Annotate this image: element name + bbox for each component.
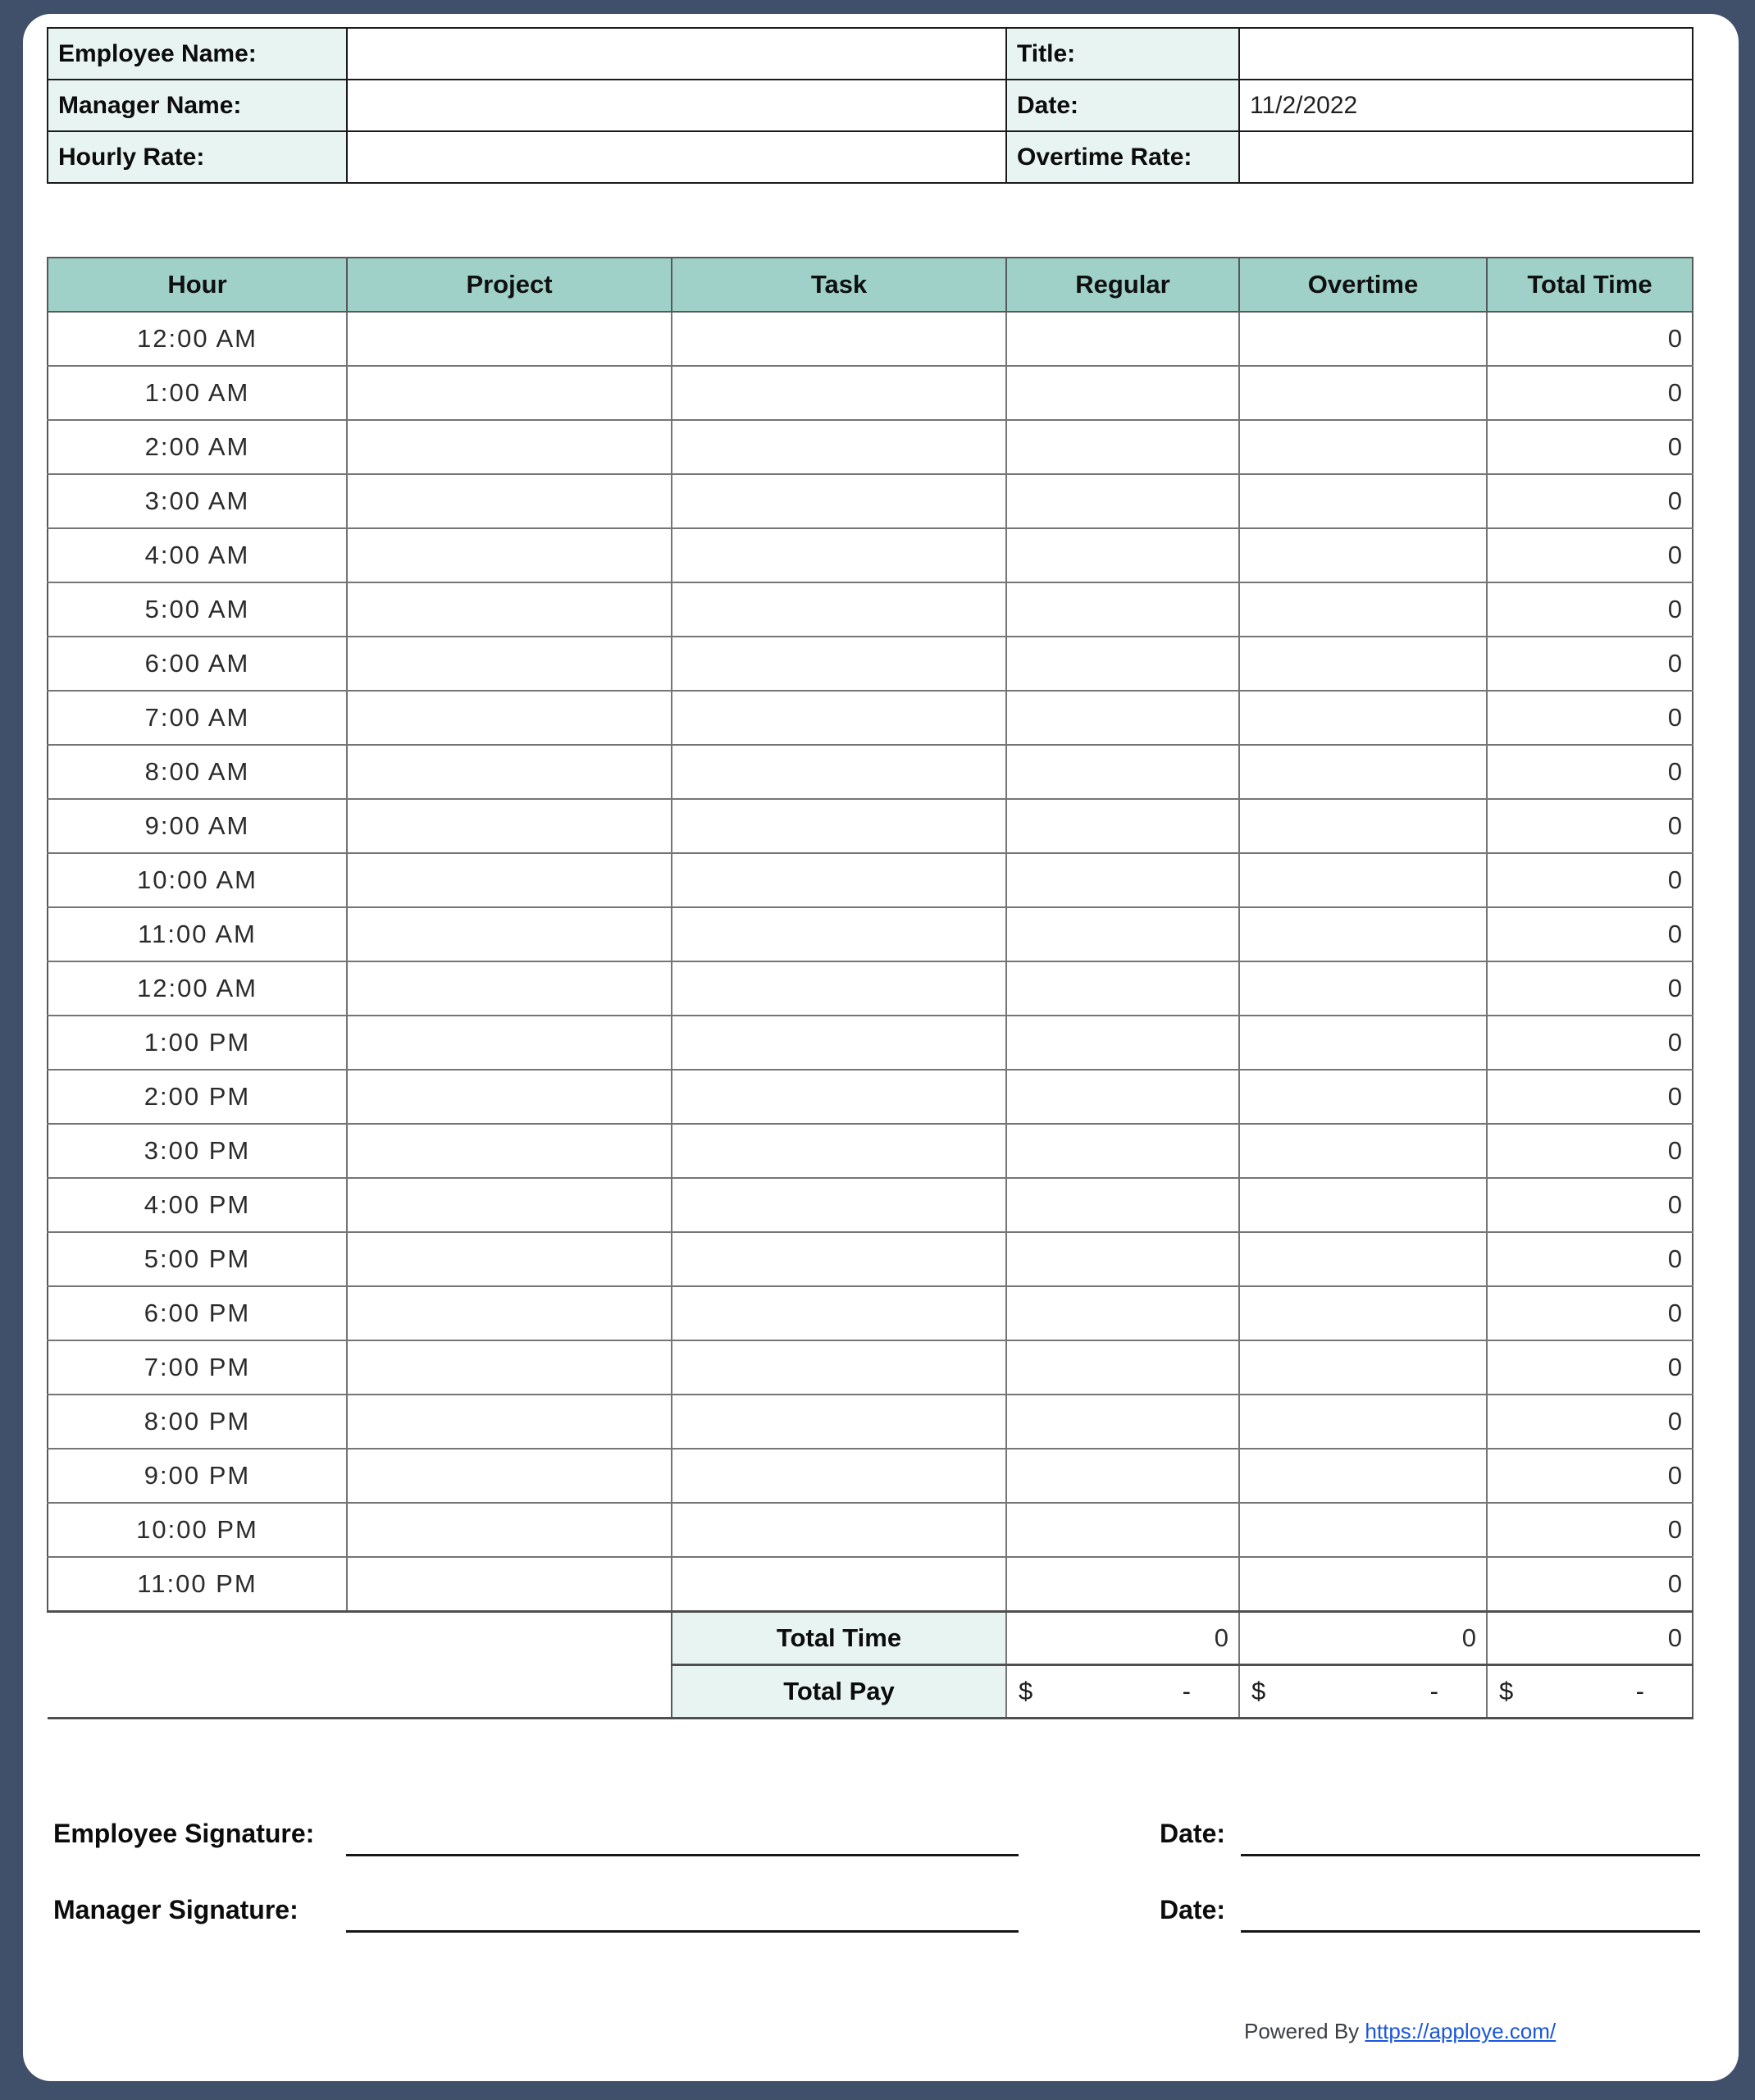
task-cell[interactable] bbox=[672, 907, 1006, 961]
timesheet-row bbox=[48, 799, 1693, 853]
timesheet-row bbox=[48, 1124, 1693, 1178]
project-cell[interactable] bbox=[347, 1124, 672, 1178]
project-cell[interactable] bbox=[347, 1178, 672, 1232]
task-cell[interactable] bbox=[672, 745, 1006, 799]
overtime-cell[interactable] bbox=[1239, 1503, 1487, 1557]
timesheet-row bbox=[48, 1503, 1693, 1557]
col-header-regular: Regular bbox=[1006, 258, 1239, 312]
project-cell[interactable] bbox=[347, 474, 672, 528]
project-cell[interactable] bbox=[347, 1340, 672, 1395]
regular-cell[interactable] bbox=[1006, 582, 1239, 637]
overtime-cell[interactable] bbox=[1239, 1070, 1487, 1124]
hour-cell: 9:00 PM bbox=[48, 1449, 347, 1503]
info-row-1 bbox=[48, 28, 1693, 80]
hour-cell: 8:00 AM bbox=[48, 745, 347, 799]
timesheet-table bbox=[47, 257, 1693, 1719]
employee-signature-row bbox=[53, 1815, 1700, 1856]
hour-cell: 5:00 AM bbox=[48, 582, 347, 637]
total-time-cell: 0 bbox=[1487, 907, 1693, 961]
overtime-cell[interactable] bbox=[1239, 1557, 1487, 1612]
date-label: Date: bbox=[1006, 80, 1239, 131]
timesheet-row bbox=[48, 1286, 1693, 1340]
regular-cell[interactable] bbox=[1006, 691, 1239, 745]
overtime-cell[interactable] bbox=[1239, 1340, 1487, 1395]
total-time-cell: 0 bbox=[1487, 1340, 1693, 1395]
total-time-cell: 0 bbox=[1487, 691, 1693, 745]
overtime-cell[interactable] bbox=[1239, 474, 1487, 528]
project-cell[interactable] bbox=[347, 1070, 672, 1124]
currency-symbol: $ bbox=[1019, 1677, 1033, 1705]
overtime-cell[interactable] bbox=[1239, 1232, 1487, 1286]
total-time-cell: 0 bbox=[1487, 853, 1693, 907]
total-time-overtime-cell: 0 bbox=[1239, 1612, 1487, 1665]
hour-cell: 3:00 PM bbox=[48, 1124, 347, 1178]
hour-cell: 6:00 PM bbox=[48, 1286, 347, 1340]
project-cell[interactable] bbox=[347, 799, 672, 853]
total-time-cell: 0 bbox=[1487, 1449, 1693, 1503]
timesheet-row bbox=[48, 691, 1693, 745]
total-time-cell: 0 bbox=[1487, 1070, 1693, 1124]
total-time-cell: 0 bbox=[1487, 1124, 1693, 1178]
total-time-cell: 0 bbox=[1487, 312, 1693, 366]
document-page bbox=[23, 14, 1739, 2081]
overtime-cell[interactable] bbox=[1239, 1286, 1487, 1340]
date-value[interactable]: 11/2/2022 bbox=[1239, 80, 1693, 131]
regular-cell[interactable] bbox=[1006, 528, 1239, 582]
hour-cell: 4:00 PM bbox=[48, 1178, 347, 1232]
regular-cell[interactable] bbox=[1006, 1286, 1239, 1340]
hour-cell: 12:00 AM bbox=[48, 312, 347, 366]
overtime-cell[interactable] bbox=[1239, 745, 1487, 799]
regular-cell[interactable] bbox=[1006, 1232, 1239, 1286]
timesheet-row bbox=[48, 312, 1693, 366]
timesheet-row bbox=[48, 474, 1693, 528]
overtime-rate-label: Overtime Rate: bbox=[1006, 131, 1239, 183]
regular-cell[interactable] bbox=[1006, 1124, 1239, 1178]
hour-cell: 10:00 PM bbox=[48, 1503, 347, 1557]
total-time-regular-cell: 0 bbox=[1006, 1612, 1239, 1665]
employee-date-label: Date: bbox=[1160, 1819, 1226, 1848]
project-cell[interactable] bbox=[347, 420, 672, 474]
task-cell[interactable] bbox=[672, 1178, 1006, 1232]
timesheet-row bbox=[48, 1178, 1693, 1232]
project-cell[interactable] bbox=[347, 1503, 672, 1557]
timesheet-row bbox=[48, 907, 1693, 961]
total-pay-total-cell bbox=[1487, 1665, 1693, 1719]
manager-name-label: Manager Name: bbox=[48, 80, 347, 131]
regular-cell[interactable] bbox=[1006, 745, 1239, 799]
total-time-cell: 0 bbox=[1487, 582, 1693, 637]
hour-cell: 1:00 PM bbox=[48, 1016, 347, 1070]
project-cell[interactable] bbox=[347, 853, 672, 907]
title-label: Title: bbox=[1006, 28, 1239, 80]
total-time-cell: 0 bbox=[1487, 799, 1693, 853]
total-time-cell: 0 bbox=[1487, 1016, 1693, 1070]
hour-cell: 6:00 AM bbox=[48, 637, 347, 691]
total-time-cell: 0 bbox=[1487, 1286, 1693, 1340]
project-cell[interactable] bbox=[347, 1557, 672, 1612]
totals-spacer bbox=[48, 1665, 672, 1719]
total-time-cell: 0 bbox=[1487, 366, 1693, 420]
project-cell[interactable] bbox=[347, 907, 672, 961]
project-cell[interactable] bbox=[347, 961, 672, 1016]
regular-cell[interactable] bbox=[1006, 907, 1239, 961]
total-time-cell: 0 bbox=[1487, 1395, 1693, 1449]
hour-cell: 2:00 PM bbox=[48, 1070, 347, 1124]
task-cell[interactable] bbox=[672, 961, 1006, 1016]
regular-cell[interactable] bbox=[1006, 1340, 1239, 1395]
total-time-label-cell: Total Time bbox=[672, 1612, 1006, 1665]
timesheet-row bbox=[48, 366, 1693, 420]
regular-cell[interactable] bbox=[1006, 420, 1239, 474]
total-time-cell: 0 bbox=[1487, 1503, 1693, 1557]
timesheet-row bbox=[48, 1340, 1693, 1395]
timesheet-row bbox=[48, 1232, 1693, 1286]
employee-name-label: Employee Name: bbox=[48, 28, 347, 80]
total-time-total-cell: 0 bbox=[1487, 1612, 1693, 1665]
manager-date-label: Date: bbox=[1160, 1895, 1226, 1924]
manager-date-line[interactable] bbox=[1241, 1930, 1700, 1933]
hourly-rate-label: Hourly Rate: bbox=[48, 131, 347, 183]
hourly-rate-value[interactable] bbox=[347, 131, 1006, 183]
timesheet-body bbox=[48, 312, 1693, 1612]
overtime-cell[interactable] bbox=[1239, 582, 1487, 637]
timesheet-row bbox=[48, 528, 1693, 582]
timesheet-header-row bbox=[48, 258, 1693, 312]
manager-signature-row bbox=[53, 1892, 1700, 1933]
employee-name-value[interactable] bbox=[347, 28, 1006, 80]
regular-cell[interactable] bbox=[1006, 853, 1239, 907]
task-cell[interactable] bbox=[672, 637, 1006, 691]
col-header-total-time: Total Time bbox=[1487, 258, 1693, 312]
currency-symbol: $ bbox=[1251, 1677, 1266, 1705]
regular-cell[interactable] bbox=[1006, 1070, 1239, 1124]
total-time-cell: 0 bbox=[1487, 961, 1693, 1016]
total-pay-overtime-cell bbox=[1239, 1665, 1487, 1719]
project-cell[interactable] bbox=[347, 1232, 672, 1286]
total-pay-regular-cell bbox=[1006, 1665, 1239, 1719]
hour-cell: 1:00 AM bbox=[48, 366, 347, 420]
project-cell[interactable] bbox=[347, 366, 672, 420]
apploye-link[interactable]: https://apploye.com/ bbox=[1365, 2019, 1557, 2043]
employee-date-line[interactable] bbox=[1241, 1854, 1700, 1856]
hour-cell: 7:00 PM bbox=[48, 1340, 347, 1395]
task-cell[interactable] bbox=[672, 691, 1006, 745]
total-pay-label-cell: Total Pay bbox=[672, 1665, 1006, 1719]
task-cell[interactable] bbox=[672, 1232, 1006, 1286]
regular-cell[interactable] bbox=[1006, 1557, 1239, 1612]
task-cell[interactable] bbox=[672, 1286, 1006, 1340]
manager-name-value[interactable] bbox=[347, 80, 1006, 131]
task-cell[interactable] bbox=[672, 1557, 1006, 1612]
regular-cell[interactable] bbox=[1006, 1395, 1239, 1449]
pay-amount: - bbox=[1429, 1677, 1438, 1705]
hour-cell: 10:00 AM bbox=[48, 853, 347, 907]
overtime-cell[interactable] bbox=[1239, 1016, 1487, 1070]
total-time-cell: 0 bbox=[1487, 1557, 1693, 1612]
overtime-cell[interactable] bbox=[1239, 420, 1487, 474]
overtime-cell[interactable] bbox=[1239, 853, 1487, 907]
task-cell[interactable] bbox=[672, 474, 1006, 528]
project-cell[interactable] bbox=[347, 1016, 672, 1070]
overtime-cell[interactable] bbox=[1239, 1449, 1487, 1503]
task-cell[interactable] bbox=[672, 582, 1006, 637]
currency-symbol: $ bbox=[1499, 1677, 1514, 1705]
hour-cell: 11:00 AM bbox=[48, 907, 347, 961]
task-cell[interactable] bbox=[672, 1395, 1006, 1449]
timesheet-row bbox=[48, 1070, 1693, 1124]
task-cell[interactable] bbox=[672, 1070, 1006, 1124]
task-cell[interactable] bbox=[672, 420, 1006, 474]
timesheet-row bbox=[48, 1557, 1693, 1612]
overtime-cell[interactable] bbox=[1239, 961, 1487, 1016]
hour-cell: 5:00 PM bbox=[48, 1232, 347, 1286]
manager-signature-label: Manager Signature: bbox=[53, 1895, 299, 1924]
pay-amount: - bbox=[1635, 1677, 1644, 1705]
regular-cell[interactable] bbox=[1006, 1449, 1239, 1503]
task-cell[interactable] bbox=[672, 528, 1006, 582]
manager-signature-line[interactable] bbox=[346, 1930, 1019, 1933]
timesheet-row bbox=[48, 1016, 1693, 1070]
col-header-overtime: Overtime bbox=[1239, 258, 1487, 312]
total-time-cell: 0 bbox=[1487, 1232, 1693, 1286]
project-cell[interactable] bbox=[347, 582, 672, 637]
total-time-cell: 0 bbox=[1487, 420, 1693, 474]
regular-cell[interactable] bbox=[1006, 366, 1239, 420]
overtime-cell[interactable] bbox=[1239, 691, 1487, 745]
task-cell[interactable] bbox=[672, 799, 1006, 853]
regular-cell[interactable] bbox=[1006, 1503, 1239, 1557]
total-time-cell: 0 bbox=[1487, 637, 1693, 691]
footer bbox=[1244, 2019, 1556, 2044]
overtime-cell[interactable] bbox=[1239, 637, 1487, 691]
regular-cell[interactable] bbox=[1006, 1016, 1239, 1070]
employee-signature-label: Employee Signature: bbox=[53, 1819, 315, 1848]
task-cell[interactable] bbox=[672, 853, 1006, 907]
hour-cell: 12:00 AM bbox=[48, 961, 347, 1016]
overtime-cell[interactable] bbox=[1239, 528, 1487, 582]
timesheet-row bbox=[48, 582, 1693, 637]
overtime-cell[interactable] bbox=[1239, 312, 1487, 366]
project-cell[interactable] bbox=[347, 1449, 672, 1503]
total-time-cell: 0 bbox=[1487, 474, 1693, 528]
hour-cell: 11:00 PM bbox=[48, 1557, 347, 1612]
col-header-task: Task bbox=[672, 258, 1006, 312]
task-cell[interactable] bbox=[672, 1124, 1006, 1178]
project-cell[interactable] bbox=[347, 1286, 672, 1340]
overtime-rate-value[interactable] bbox=[1239, 131, 1693, 183]
hour-cell: 9:00 AM bbox=[48, 799, 347, 853]
hour-cell: 7:00 AM bbox=[48, 691, 347, 745]
task-cell[interactable] bbox=[672, 312, 1006, 366]
info-row-3 bbox=[48, 131, 1693, 183]
employee-info-table bbox=[47, 27, 1693, 184]
timesheet-row bbox=[48, 961, 1693, 1016]
project-cell[interactable] bbox=[347, 1395, 672, 1449]
hour-cell: 4:00 AM bbox=[48, 528, 347, 582]
total-time-cell: 0 bbox=[1487, 745, 1693, 799]
total-pay-row bbox=[48, 1665, 1693, 1719]
overtime-cell[interactable] bbox=[1239, 1178, 1487, 1232]
overtime-cell[interactable] bbox=[1239, 1395, 1487, 1449]
powered-by-text: Powered By bbox=[1244, 2019, 1360, 2043]
total-time-cell: 0 bbox=[1487, 1178, 1693, 1232]
overtime-cell[interactable] bbox=[1239, 1124, 1487, 1178]
project-cell[interactable] bbox=[347, 745, 672, 799]
totals-spacer bbox=[48, 1612, 672, 1665]
hour-cell: 8:00 PM bbox=[48, 1395, 347, 1449]
task-cell[interactable] bbox=[672, 1449, 1006, 1503]
overtime-cell[interactable] bbox=[1239, 366, 1487, 420]
task-cell[interactable] bbox=[672, 1340, 1006, 1395]
info-row-2 bbox=[48, 80, 1693, 131]
task-cell[interactable] bbox=[672, 366, 1006, 420]
project-cell[interactable] bbox=[347, 691, 672, 745]
regular-cell[interactable] bbox=[1006, 637, 1239, 691]
project-cell[interactable] bbox=[347, 637, 672, 691]
project-cell[interactable] bbox=[347, 528, 672, 582]
timesheet-row bbox=[48, 1395, 1693, 1449]
regular-cell[interactable] bbox=[1006, 312, 1239, 366]
overtime-cell[interactable] bbox=[1239, 907, 1487, 961]
hour-cell: 2:00 AM bbox=[48, 420, 347, 474]
pay-amount: - bbox=[1182, 1677, 1191, 1705]
timesheet-row bbox=[48, 1449, 1693, 1503]
overtime-cell[interactable] bbox=[1239, 799, 1487, 853]
regular-cell[interactable] bbox=[1006, 474, 1239, 528]
col-header-project: Project bbox=[347, 258, 672, 312]
project-cell[interactable] bbox=[347, 312, 672, 366]
regular-cell[interactable] bbox=[1006, 799, 1239, 853]
regular-cell[interactable] bbox=[1006, 961, 1239, 1016]
hour-cell: 3:00 AM bbox=[48, 474, 347, 528]
timesheet-row bbox=[48, 745, 1693, 799]
title-value[interactable] bbox=[1239, 28, 1693, 80]
timesheet-row bbox=[48, 853, 1693, 907]
col-header-hour: Hour bbox=[48, 258, 347, 312]
task-cell[interactable] bbox=[672, 1016, 1006, 1070]
timesheet-row bbox=[48, 420, 1693, 474]
regular-cell[interactable] bbox=[1006, 1178, 1239, 1232]
total-time-row bbox=[48, 1612, 1693, 1665]
timesheet-row bbox=[48, 637, 1693, 691]
employee-signature-line[interactable] bbox=[346, 1854, 1019, 1856]
task-cell[interactable] bbox=[672, 1503, 1006, 1557]
total-time-cell: 0 bbox=[1487, 528, 1693, 582]
